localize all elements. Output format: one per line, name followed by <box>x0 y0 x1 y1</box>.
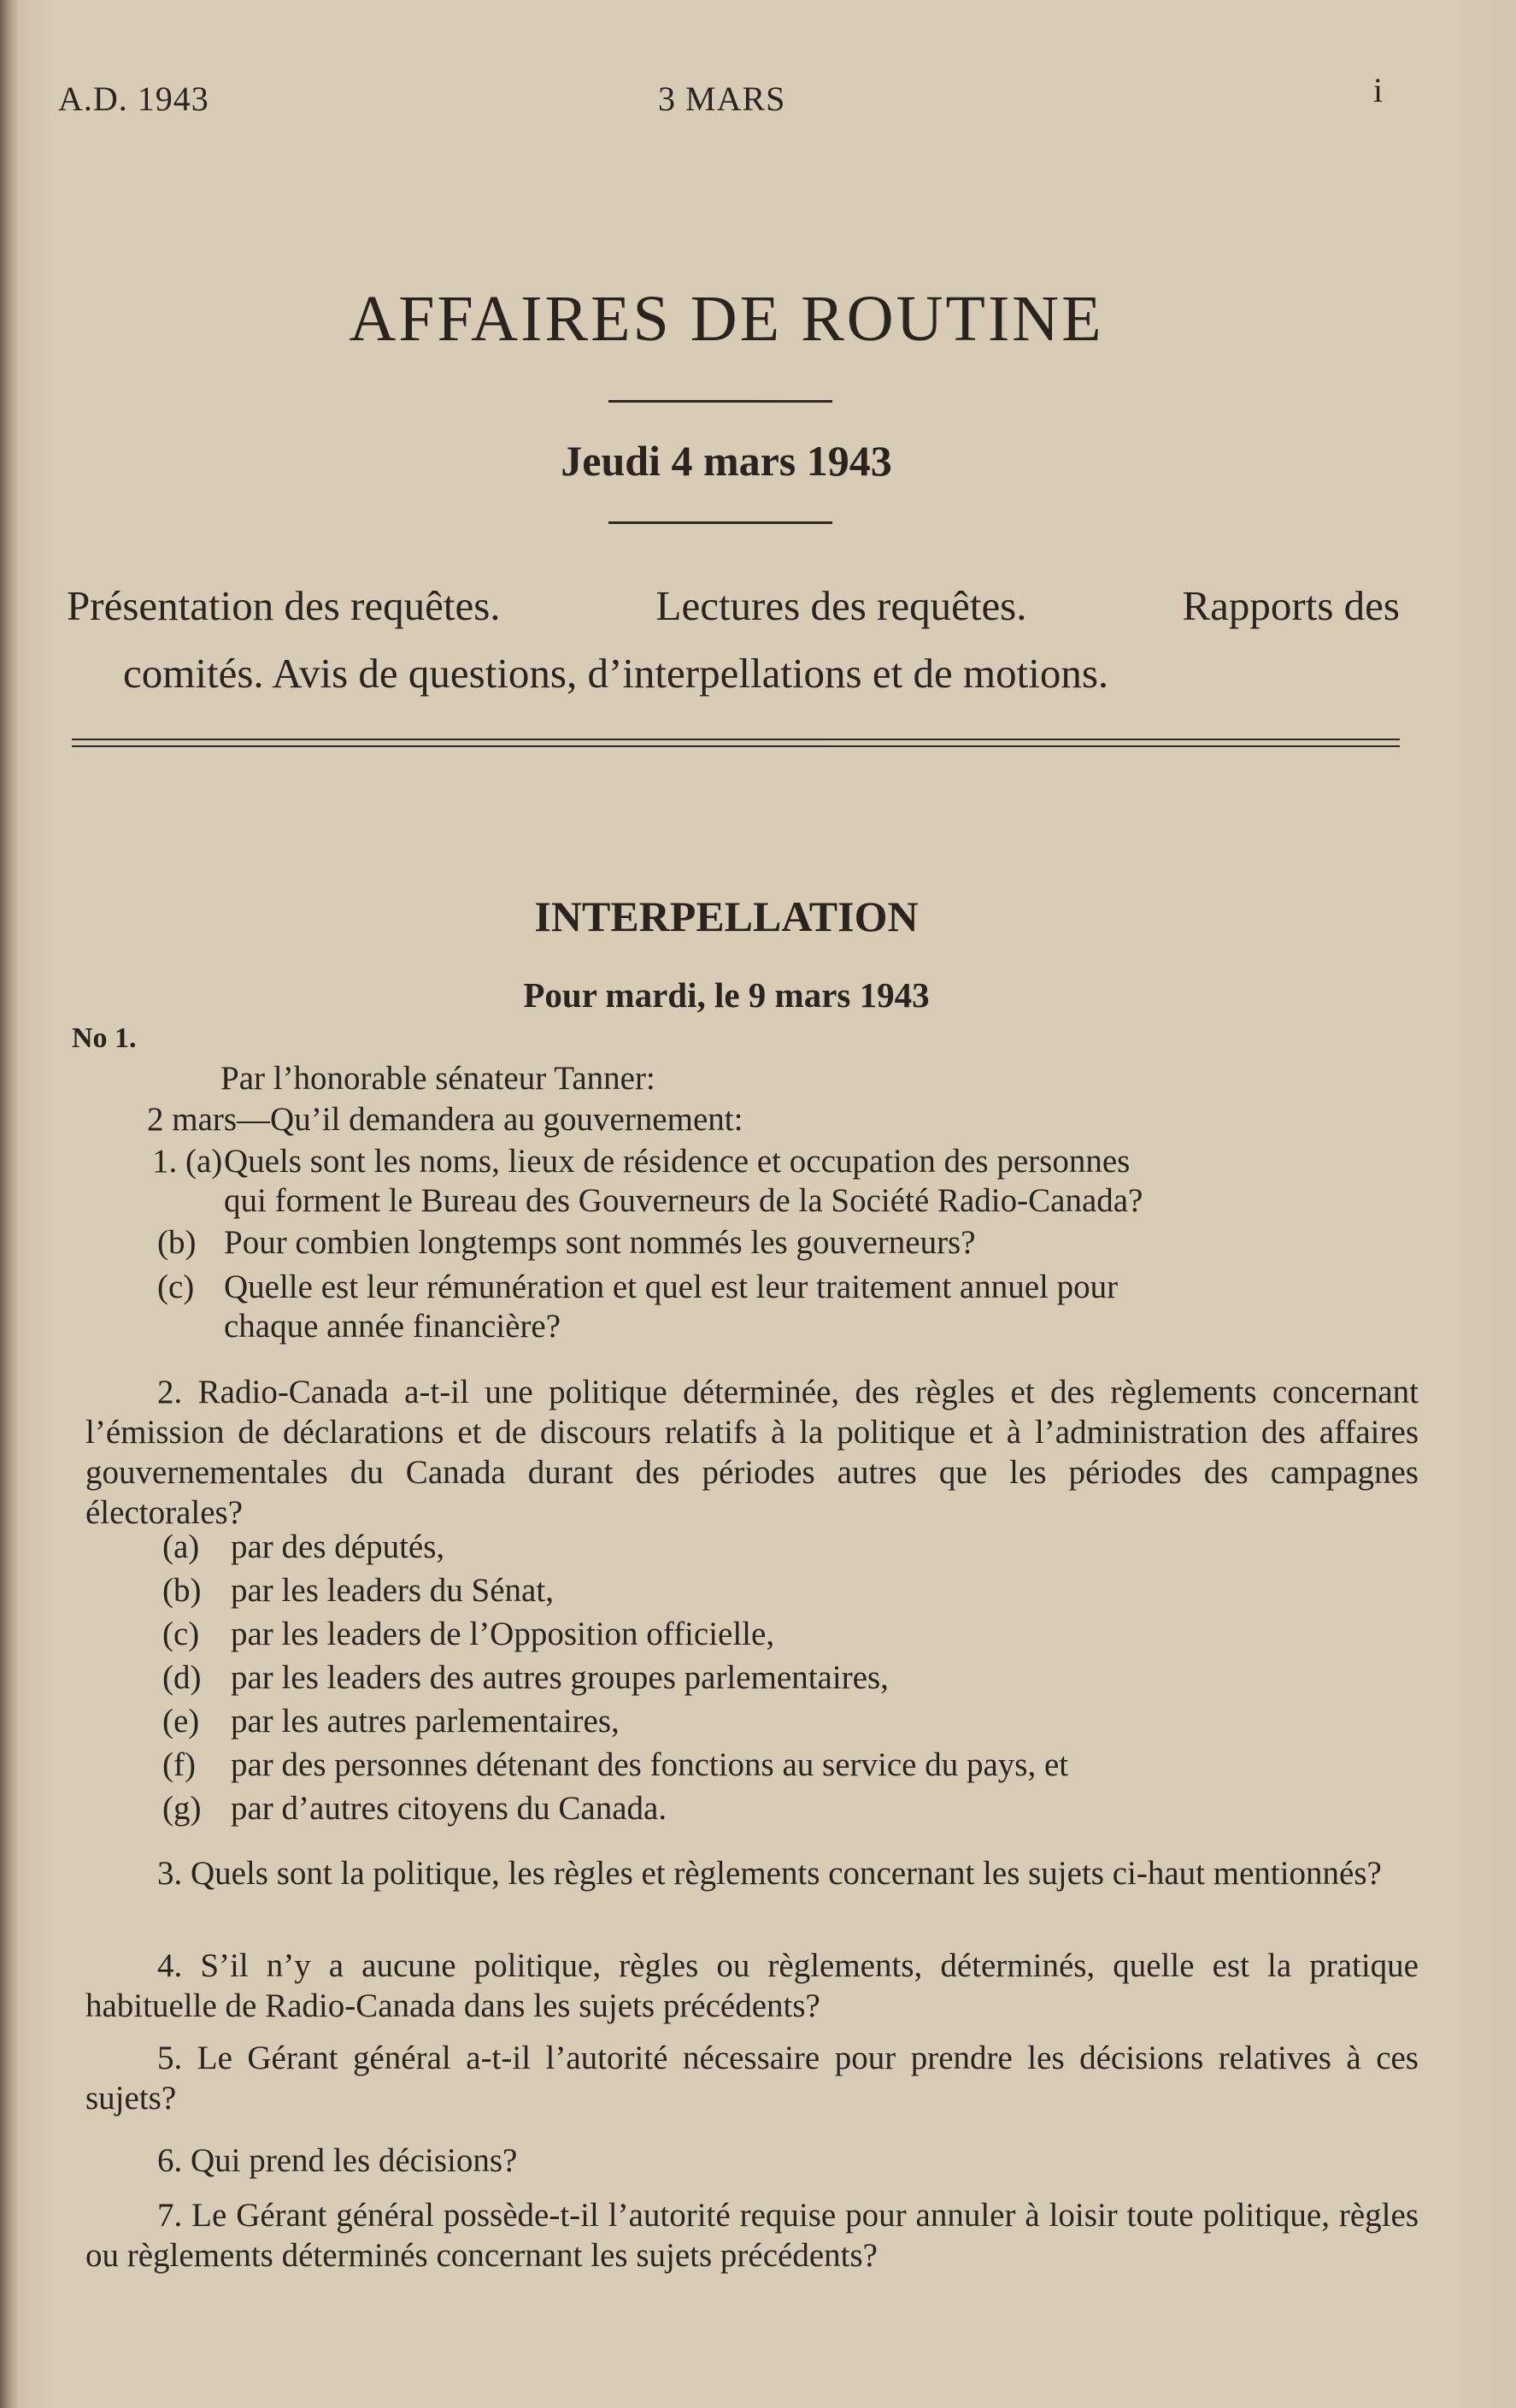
sitting-date: Jeudi 4 mars 1943 <box>561 437 892 485</box>
question-3: 3. Quels sont la politique, les règles et règlements concernant les sujets ci-haut mentionnés? <box>157 1855 1382 1892</box>
page-title: AFFAIRES DE ROUTINE <box>349 283 1104 355</box>
date-rule <box>608 521 832 524</box>
question-2: 2. Radio-Canada a-t-il une politique déterminée, des règles et des règlements concernant l’émission de déclarations et de discours relatifs à la politique et à l’administration des affaires gouvernementales du Canada durant des périodes autres que les périodes des campagnes électorales? <box>85 1374 1419 1531</box>
title-rule <box>608 400 832 403</box>
question-1c-cont: chaque année financière? <box>224 1308 561 1345</box>
page-number: i <box>1373 71 1384 109</box>
question-6: 6. Qui prend les décisions? <box>157 2142 518 2179</box>
intro-line: 2 mars—Qu’il demandera au gouvernement: <box>147 1101 743 1138</box>
question-1a-cont: qui forment le Bureau des Gouverneurs de la Société Radio-Canada? <box>224 1182 1143 1219</box>
question-1a: 1. (a)Quels sont les noms, lieux de résidence et occupation des personnes <box>152 1143 1131 1180</box>
question-1b: (b) Pour combien longtemps sont nommés les gouverneurs? <box>157 1224 976 1261</box>
interpellation-number: No 1. <box>72 1022 137 1054</box>
question-4: 4. S’il n’y a aucune politique, règles ou règlements, déterminés, quelle est la pratique habituelle de Radio-Canada dans les sujets précédents? <box>85 1947 1419 2024</box>
author-line: Par l’honorable sénateur Tanner: <box>220 1060 655 1097</box>
header-year: A.D. 1943 <box>58 79 209 118</box>
question-2d: (d) par les leaders des autres groupes parlementaires, <box>162 1659 889 1696</box>
routine-business <box>67 581 1400 698</box>
question-2f: (f) par des personnes détenant des fonctions au service du pays, et <box>162 1746 1069 1783</box>
routine-item-1: Présentation des requêtes. <box>67 582 501 629</box>
question-5: 5. Le Gérant général a-t-il l’autorité nécessaire pour prendre les décisions relatives à ces sujets? <box>85 2040 1419 2117</box>
routine-item-3: Rapports des <box>1182 582 1400 629</box>
section-subheading: Pour mardi, le 9 mars 1943 <box>523 975 930 1015</box>
routine-item-2: Lectures des requêtes. <box>655 582 1027 629</box>
question-2c: (c) par les leaders de l’Opposition officielle, <box>162 1616 775 1652</box>
header-date: 3 MARS <box>658 79 786 118</box>
routine-line-2: comités. Avis de questions, d’interpellations et de motions. <box>123 650 1109 697</box>
question-2e: (e) par les autres parlementaires, <box>162 1703 620 1740</box>
question-2a: (a) par des députés, <box>162 1528 445 1565</box>
question-2b: (b) par les leaders du Sénat, <box>162 1572 554 1609</box>
question-2g: (g) par d’autres citoyens du Canada. <box>162 1790 667 1827</box>
section-heading: INTERPELLATION <box>534 892 919 940</box>
double-rule-bottom <box>72 745 1400 747</box>
double-rule-top <box>72 739 1400 740</box>
question-1c: (c) Quelle est leur rémunération et quel est leur traitement annuel pour <box>157 1269 1119 1305</box>
question-7: 7. Le Gérant général possède-t-il l’autorité requise pour annuler à loisir toute politique, règles ou règlements déterminés concernant les sujets précédents? <box>85 2197 1419 2274</box>
